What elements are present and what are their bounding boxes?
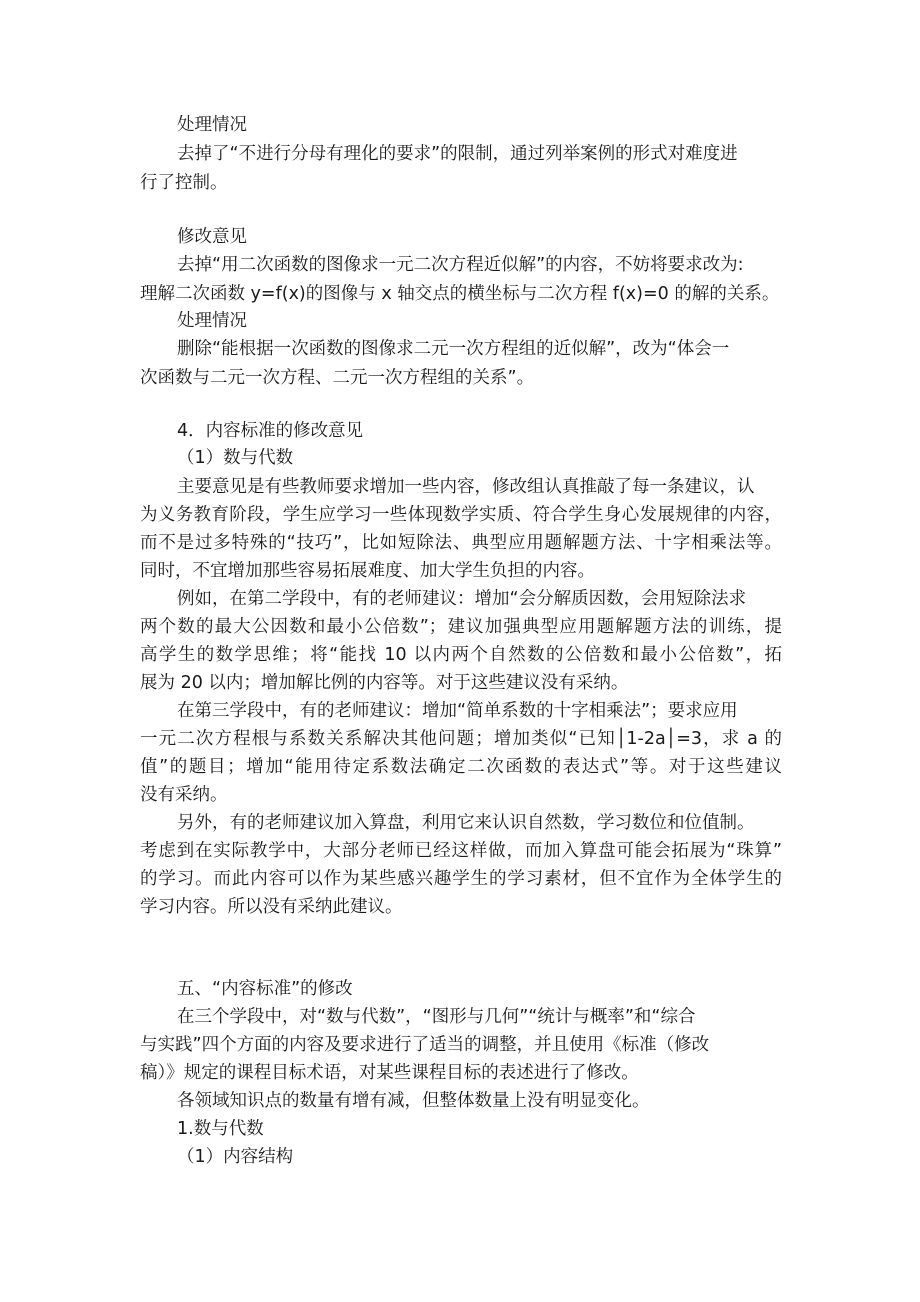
text-line: 主要意见是有些教师要求增加一些内容，修改组认真推敲了每一条建议，认 (177, 477, 755, 497)
text-line: 一元二次方程根与系数关系解决其他问题；增加类似“已知│1-2a│=3，求 a 的 (140, 729, 782, 749)
text-line: 考虑到在实际教学中，大部分老师已经这样做，而加入算盘可能会拓展为“珠算” (140, 841, 782, 861)
subsection-heading: （1）数与代数 (177, 448, 294, 468)
text-line: 与实践”四个方面的内容及要求进行了适当的调整，并且使用《标准（修改 (140, 1035, 710, 1055)
text-line: 两个数的最大公因数和最小公倍数”；建议加强典型应用题解题方法的训练，提 (140, 617, 782, 637)
subsection-heading: （1）内容结构 (177, 1147, 294, 1167)
text-line: 另外，有的老师建议加入算盘，利用它来认识自然数，学习数位和位值制。 (177, 813, 755, 833)
text-line: 值”的题目；增加“能用待定系数法确定二次函数的表达式”等。对于这些建议 (140, 757, 782, 777)
text-line: 去掉“用二次函数的图像求一元二次方程近似解”的内容，不妨将要求改为: (177, 255, 744, 275)
text-line: 学习内容。所以没有采纳此建议。 (140, 897, 403, 917)
paragraph-heading: 处理情况 (177, 115, 247, 135)
section-heading: 五、“内容标准”的修改 (177, 979, 353, 999)
text-line: 的学习。而此内容可以作为某些感兴趣学生的学习素材，但不宜作为全体学生的 (140, 869, 782, 889)
text-line: 各领域知识点的数量有增有减，但整体数量上没有明显变化。 (177, 1091, 650, 1111)
text-line: 同时，不宜增加那些容易拓展难度、加大学生负担的内容。 (140, 561, 595, 581)
text-line: 次函数与二元一次方程、二元一次方程组的关系”。 (140, 368, 535, 388)
paragraph-heading: 处理情况 (177, 311, 247, 331)
text-line: 没有采纳。 (140, 785, 228, 805)
text-line: 而不是过多特殊的“技巧”，比如短除法、典型应用题解题方法、十字相乘法等。 (140, 533, 782, 553)
text-line: 稿）》规定的课程目标术语，对某些课程目标的表述进行了修改。 (140, 1063, 639, 1083)
subsection-heading: 1.数与代数 (177, 1119, 264, 1139)
section-heading: 4．内容标准的修改意见 (177, 421, 364, 441)
text-line: 高学生的数学思维；将“能找 10 以内两个自然数的公倍数和最小公倍数”，拓 (140, 645, 782, 665)
text-line: 例如，在第二学段中，有的老师建议：增加“会分解质因数，会用短除法求 (177, 589, 747, 609)
text-line: 在第三学段中，有的老师建议：增加“简单系数的十字相乘法”；要求应用 (177, 701, 738, 721)
text-line: 行了控制。 (140, 173, 228, 193)
text-line: 在三个学段中，对“数与代数”，“图形与几何”“统计与概率”和“综合 (177, 1007, 696, 1027)
text-line: 理解二次函数 y=f(x)的图像与 x 轴交点的横坐标与二次方程 f(x)=0 的解的关系。 (140, 284, 780, 304)
text-line: 展为 20 以内；增加解比例的内容等。对于这些建议没有采纳。 (140, 673, 629, 693)
text-line: 去掉了“不进行分母有理化的要求”的限制，通过列举案例的形式对难度进 (177, 144, 738, 164)
text-line: 为义务教育阶段，学生应学习一些体现数学实质、符合学生身心发展规律的内容， (140, 505, 782, 525)
paragraph-heading: 修改意见 (177, 227, 247, 247)
text-line: 删除“能根据一次函数的图像求二元一次方程组的近似解”，改为“体会一 (177, 339, 730, 359)
